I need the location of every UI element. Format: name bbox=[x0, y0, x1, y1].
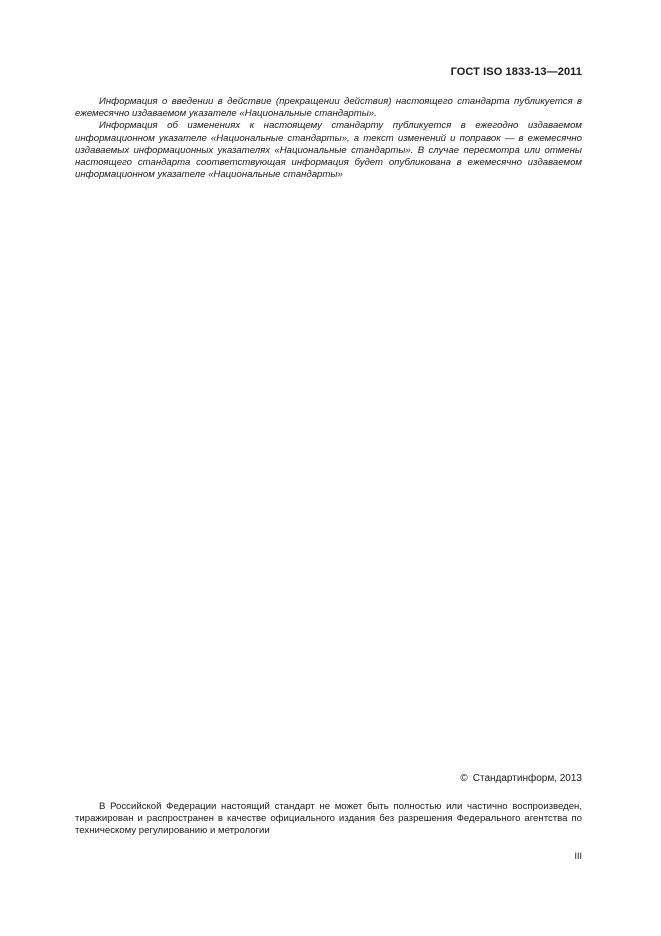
info-paragraph-introduction: Информация о введении в действие (прекращении действия) настоящего стандарта публикуется в ежемесячно издаваемом указателе «Национальные стандарты». bbox=[75, 96, 582, 120]
publication-info-block bbox=[75, 96, 582, 181]
copyright-symbol: © bbox=[460, 773, 468, 784]
copyright-line bbox=[460, 773, 582, 784]
copyright-text: Стандартинформ, 2013 bbox=[472, 773, 582, 784]
info-paragraph-amendments: Информация об изменениях к настоящему стандарту публикуется в ежегодно издаваемом информационном указателе «Национальные стандарты», а текст изменений и поправок — в ежемесячно издаваемых информационных указателях «Национальные стандарты». В случае пересмотра или отмены настоящего стандарта соответствующая информация будет опубликована в ежемесячно издаваемом информационном указателе «Национальные стандарты» bbox=[75, 120, 582, 181]
reproduction-notice-text: В Российской Федерации настоящий стандарт не может быть полностью или частично воспроизведен, тиражирован и распространен в качестве официального издания без разрешения Федерального агентства по техническому регулированию и метрологии bbox=[75, 801, 582, 837]
document-code-header: ГОСТ ISO 1833-13—2011 bbox=[450, 66, 582, 78]
page-number: III bbox=[574, 851, 582, 861]
reproduction-notice bbox=[75, 801, 582, 838]
